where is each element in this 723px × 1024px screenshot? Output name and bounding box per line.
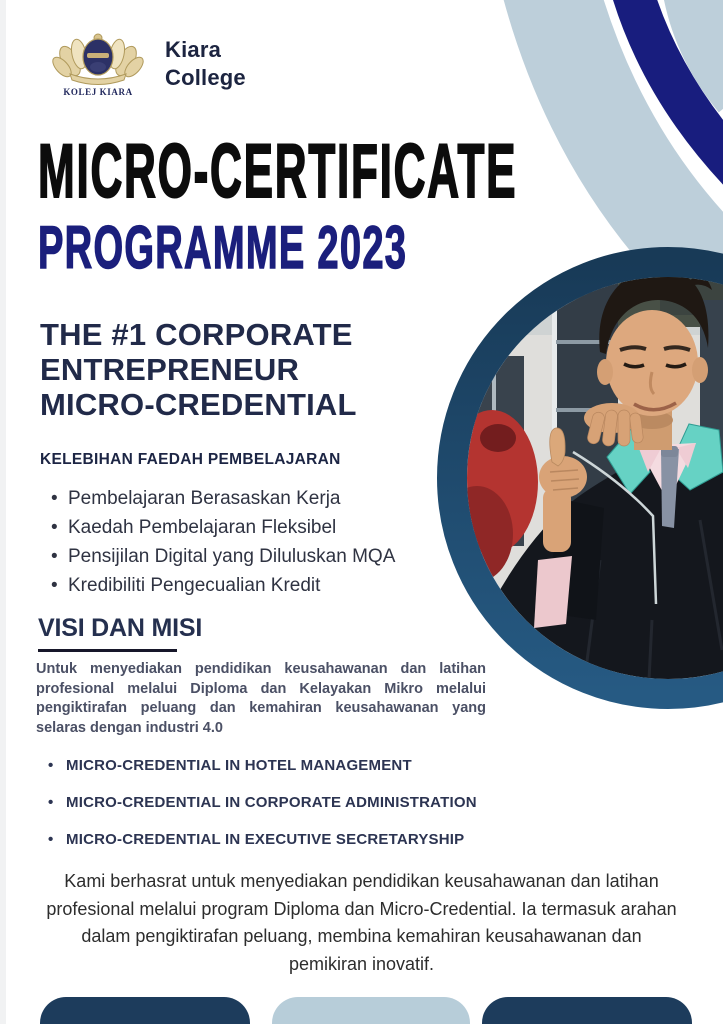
tagline-line: ENTREPRENEUR xyxy=(40,352,300,387)
tagline-line: THE #1 CORPORATE xyxy=(40,317,353,352)
programme-item: • MICRO-CREDENTIAL IN EXECUTIVE SECRETARYSHIP xyxy=(66,821,477,858)
footer-tab-navy-1 xyxy=(40,997,250,1024)
college-crest-icon xyxy=(50,31,146,85)
footer-tab-light xyxy=(272,997,470,1024)
benefits-heading: KELEBIHAN FAEDAH PEMBELAJARAN xyxy=(40,451,341,468)
benefit-item: • Pensijilan Digital yang Diluluskan MQA xyxy=(68,542,395,571)
programme-item: • MICRO-CREDENTIAL IN CORPORATE ADMINISTRATION xyxy=(66,784,477,821)
benefit-item: • Kredibiliti Pengecualian Kredit xyxy=(68,571,395,600)
college-name-line1: Kiara xyxy=(165,37,222,62)
programme-item: • MICRO-CREDENTIAL IN HOTEL MANAGEMENT xyxy=(66,747,477,784)
poster-title: MICRO-CERTIFICATE xyxy=(38,129,518,214)
left-edge-strip xyxy=(0,0,6,1024)
college-name-line2: College xyxy=(165,65,246,90)
vision-heading-underline xyxy=(38,649,177,652)
vision-body: Untuk menyediakan pendidikan keusahawanan dan latihan profesional melalui Diploma dan Kelayakan Mikro melalui pengiktirafan peluang dan kemahiran keusahawanan yang selaras dengan industri 4.0 xyxy=(36,661,486,736)
poster-subtitle: PROGRAMME 2023 xyxy=(38,214,408,281)
benefit-item: • Pembelajaran Berasaskan Kerja xyxy=(68,484,395,513)
footer-tab-navy-2 xyxy=(482,997,692,1024)
benefits-list xyxy=(68,484,395,600)
college-name xyxy=(165,36,246,92)
footer-tabs xyxy=(0,997,723,1024)
crest-caption: KOLEJ KIARA xyxy=(63,87,133,97)
tagline-line: MICRO-CREDENTIAL xyxy=(40,387,357,422)
mission-paragraph: Kami berhasrat untuk menyediakan pendidikan keusahawanan dan latihan profesional melalui program Diploma dan Micro-Credential. Ia termasuk arahan dalam pengiktirafan peluang, membina kemahiran keusahawanan dan pemikiran inovatif. xyxy=(46,871,677,974)
benefit-item: • Kaedah Pembelajaran Fleksibel xyxy=(68,513,395,542)
tagline xyxy=(40,317,357,422)
vision-heading: VISI DAN MISI xyxy=(38,614,203,642)
programmes-list xyxy=(66,747,477,858)
corner-pale-band xyxy=(699,0,723,88)
